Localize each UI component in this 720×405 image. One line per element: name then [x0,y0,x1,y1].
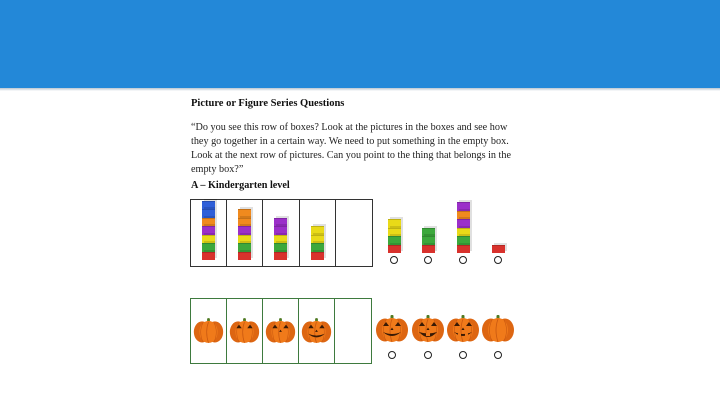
cube [238,235,251,244]
pumpkin-series-empty-box [335,299,371,363]
pumpkin-option-image [480,314,516,349]
cube-series-empty-box [336,200,372,266]
cube [202,201,215,210]
cube [274,243,287,252]
cube-answer-radio[interactable] [390,256,398,264]
level-label: A – Kindergarten level [191,180,290,191]
cube [422,228,435,237]
cube-stack [274,218,287,261]
cube [202,218,215,227]
cube-stack [238,209,251,260]
cube [422,245,435,254]
cube-series-box-3 [263,200,299,266]
pumpkin-image [264,317,297,350]
cube [457,245,470,254]
pumpkin-series-box-3 [263,299,299,363]
cube [238,252,251,261]
cube-option-stack [422,228,435,254]
cube [311,226,324,235]
cube-answer-radio[interactable] [424,256,432,264]
cube [422,236,435,245]
pumpkin-answer-radio[interactable] [388,351,396,359]
cube [274,226,287,235]
cube-series-box-2 [227,200,263,266]
cube [311,252,324,261]
cube [388,228,401,237]
cube [202,235,215,244]
cube-series-row [190,199,373,267]
cube-option-stack [388,219,401,253]
cube [457,236,470,245]
cube-series-box-4 [300,200,336,266]
cube [238,243,251,252]
cube [457,202,470,211]
pumpkin-answer-radio[interactable] [459,351,467,359]
pumpkin-series-box-4 [299,299,335,363]
cube [238,226,251,235]
cube [238,218,251,227]
cube [202,243,215,252]
title-banner [0,0,720,88]
pumpkin-image [192,317,225,350]
cube [202,252,215,261]
cube-answer-radio[interactable] [459,256,467,264]
cube [457,211,470,220]
cube [274,235,287,244]
pumpkin-option-image [445,314,481,349]
cube-stack [202,201,215,261]
cube [311,243,324,252]
cube [202,226,215,235]
pumpkin-answer-radio[interactable] [494,351,502,359]
banner-divider [0,88,720,91]
cube [388,236,401,245]
pumpkin-series-box-2 [227,299,263,363]
pumpkin-series-row [190,298,372,364]
cube [457,228,470,237]
document-heading: Picture or Figure Series Questions [191,98,345,109]
cube-answer-radio[interactable] [494,256,502,264]
cube-option-stack [457,202,470,253]
pumpkin-series-box-1 [191,299,227,363]
pumpkin-image [228,317,261,350]
cube [202,209,215,218]
instructions-text: “Do you see this row of boxes? Look at the pictures in the boxes and see how they go together in a certain way. We need to put something in the empty box. Look at the next row of pictures. Can you point to the thing that belongs in the empty box?” [191,122,512,175]
cube-series-box-1 [191,200,227,266]
cube [274,252,287,261]
pumpkin-answer-radio[interactable] [424,351,432,359]
cube [388,245,401,254]
cube [492,245,505,254]
cube [274,218,287,227]
cube [457,219,470,228]
pumpkin-image [300,317,333,350]
cube-stack [311,226,324,260]
cube [311,235,324,244]
cube [388,219,401,228]
cube [238,209,251,218]
pumpkin-option-image [410,314,446,349]
pumpkin-option-image [374,314,410,349]
cube-option-stack [492,245,505,254]
